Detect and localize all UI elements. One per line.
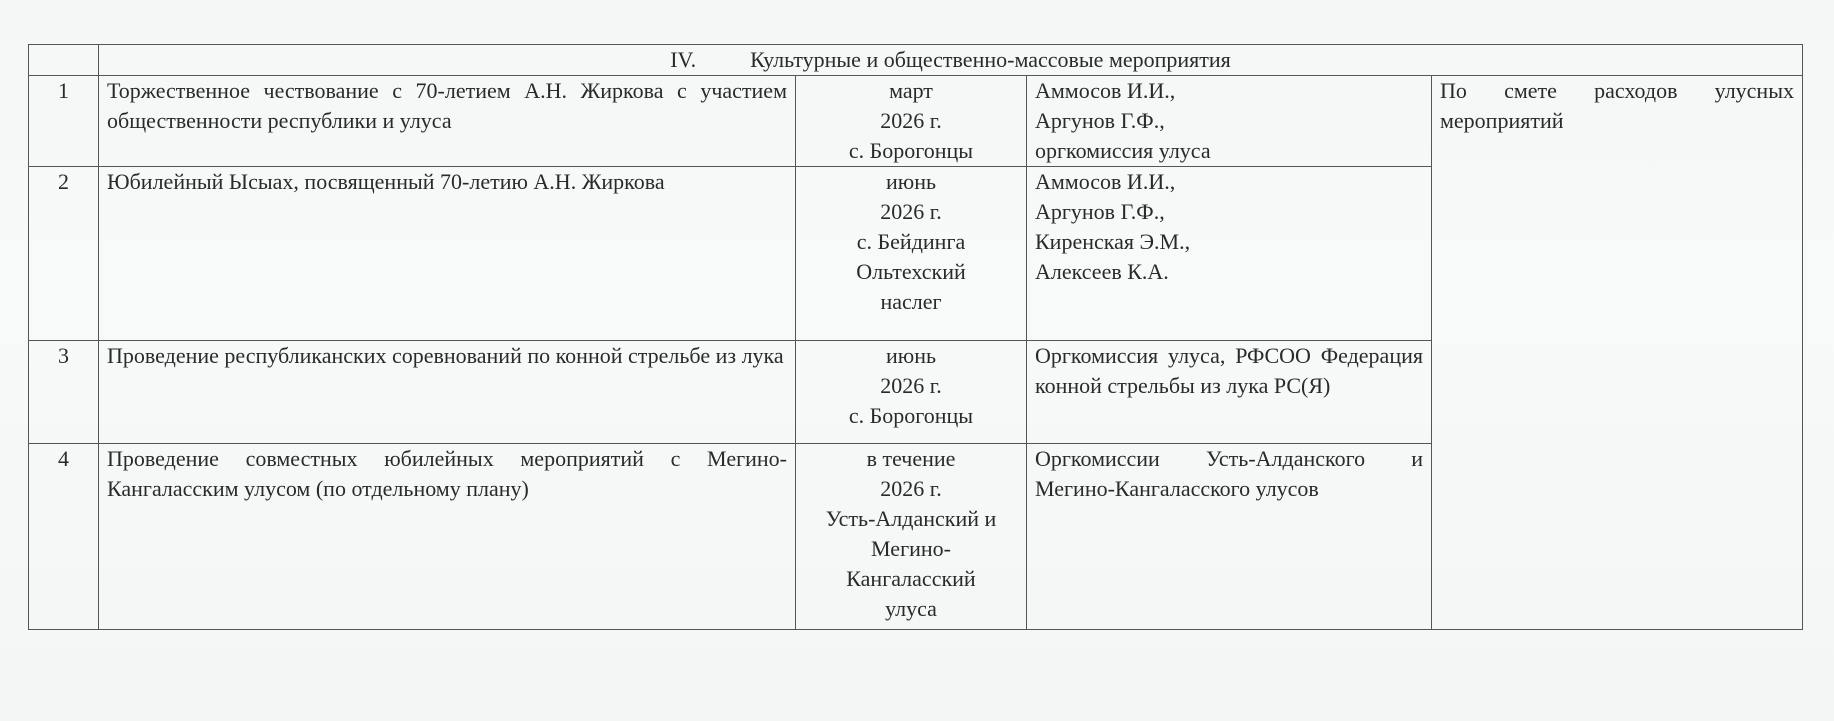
row-number: 1 — [29, 76, 99, 167]
event-cell: Проведение республиканских соревнований по конной стрельбе из лука — [99, 341, 796, 444]
table-row — [29, 76, 1803, 167]
section-header — [99, 45, 1803, 76]
section-header-row — [29, 45, 1803, 76]
responsible-cell: Оргкомиссия улуса, РФСОО Федерация конной стрельбы из лука РС(Я) — [1027, 341, 1432, 444]
date-place-cell — [796, 167, 1027, 341]
row-number: 4 — [29, 444, 99, 630]
date-place-text: в течение 2026 г. Усть-Алданский и Мегино- Кангаласский улуса — [825, 446, 997, 621]
responsible-cell — [1027, 167, 1432, 341]
row-number: 3 — [29, 341, 99, 444]
event-cell: Проведение совместных юбилейных мероприятий с Мегино-Кангаласским улусом (по отдельному плану) — [99, 444, 796, 630]
responsible-cell: Оргкомиссии Усть-Алданского и Мегино-Кангаласского улусов — [1027, 444, 1432, 630]
row-number: 2 — [29, 167, 99, 341]
date-place-text: июнь 2026 г. с. Бейдинга Ольтехский наслег — [856, 169, 966, 314]
date-place-cell — [796, 341, 1027, 444]
event-cell: Торжественное чествование с 70-летием А.Н. Жиркова с участием общественности республики и улуса — [99, 76, 796, 167]
responsible-cell — [1027, 76, 1432, 167]
section-number: IV. — [670, 47, 697, 72]
date-place-text: март 2026 г. с. Борогонцы — [848, 78, 974, 163]
section-blank-cell — [29, 45, 99, 76]
funding-cell: По смете расходов улусных мероприятий — [1432, 76, 1803, 630]
section-title: Культурные и общественно-массовые мероприятия — [750, 47, 1231, 72]
events-table — [28, 44, 1803, 630]
date-place-text: июнь 2026 г. с. Борогонцы — [848, 343, 974, 428]
responsible-text: Аммосов И.И., Аргунов Г.Ф., Киренская Э.М., Алексеев К.А. — [1035, 169, 1191, 284]
date-place-cell — [796, 76, 1027, 167]
event-cell: Юбилейный Ысыах, посвященный 70-летию А.Н. Жиркова — [99, 167, 796, 341]
responsible-text: Аммосов И.И., Аргунов Г.Ф., оргкомиссия улуса — [1035, 78, 1211, 163]
date-place-cell — [796, 444, 1027, 630]
